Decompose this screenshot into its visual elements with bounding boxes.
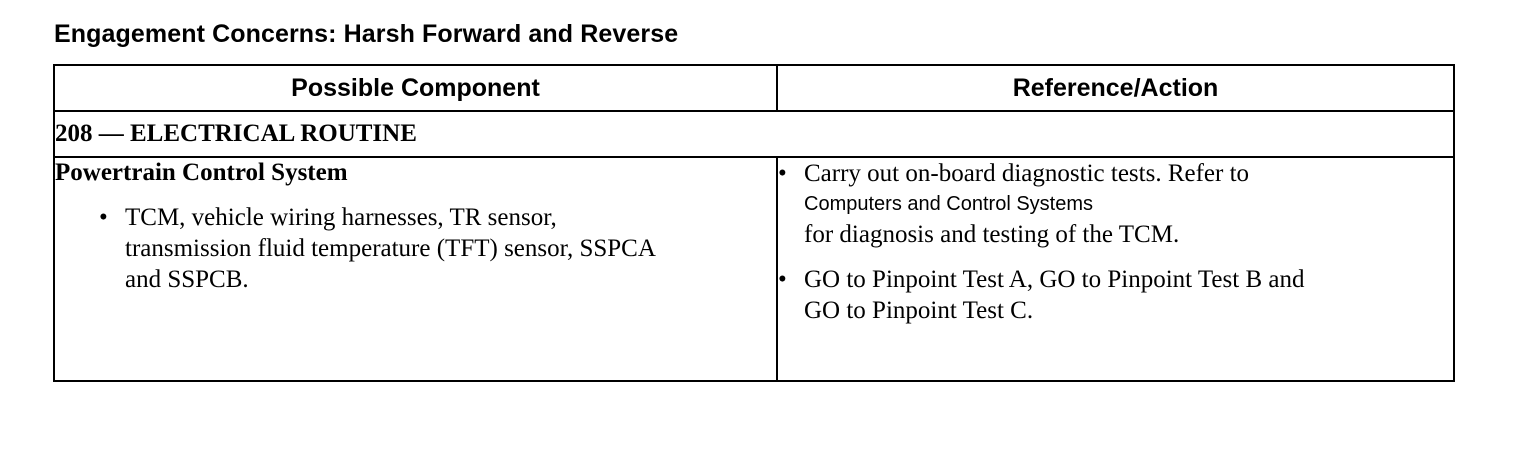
section-row (54, 111, 1454, 157)
action-bullet-2 (778, 264, 1453, 326)
action-bullet-1 (778, 158, 1453, 250)
concern-table (53, 64, 1455, 382)
reference-link: Computers and Control Systems (804, 193, 1094, 215)
action-2-line-2: GO to Pinpoint Test C. (804, 297, 1034, 324)
action-1-line-3: for diagnosis and testing of the TCM. (804, 221, 1180, 248)
section-title: 208 — ELECTRICAL ROUTINE (54, 111, 1454, 157)
component-line-1: TCM, vehicle wiring harnesses, TR sensor, (125, 204, 557, 231)
component-cell (54, 157, 777, 381)
table-header-row (54, 65, 1454, 111)
action-cell (777, 157, 1454, 381)
component-bullet (55, 202, 776, 295)
bullet-icon: • (778, 160, 787, 187)
header-reference-action: Reference/Action (777, 65, 1454, 111)
bullet-icon: • (99, 204, 108, 231)
component-bullet-text (125, 202, 776, 295)
page-title: Engagement Concerns: Harsh Forward and Reverse (54, 20, 679, 48)
action-1-line-1: Carry out on-board diagnostic tests. Refer to (804, 160, 1250, 187)
header-possible-component: Possible Component (54, 65, 777, 111)
action-2-line-1: GO to Pinpoint Test A, GO to Pinpoint Test B and (804, 266, 1305, 293)
table-row (54, 157, 1454, 381)
component-line-3: and SSPCB. (125, 266, 249, 293)
component-title: Powertrain Control System (55, 159, 348, 186)
bullet-icon: • (778, 266, 787, 293)
action-bullet-2-text (804, 264, 1453, 326)
component-line-2: transmission fluid temperature (TFT) sensor, SSPCA (125, 235, 656, 262)
action-bullet-1-text (804, 158, 1453, 250)
